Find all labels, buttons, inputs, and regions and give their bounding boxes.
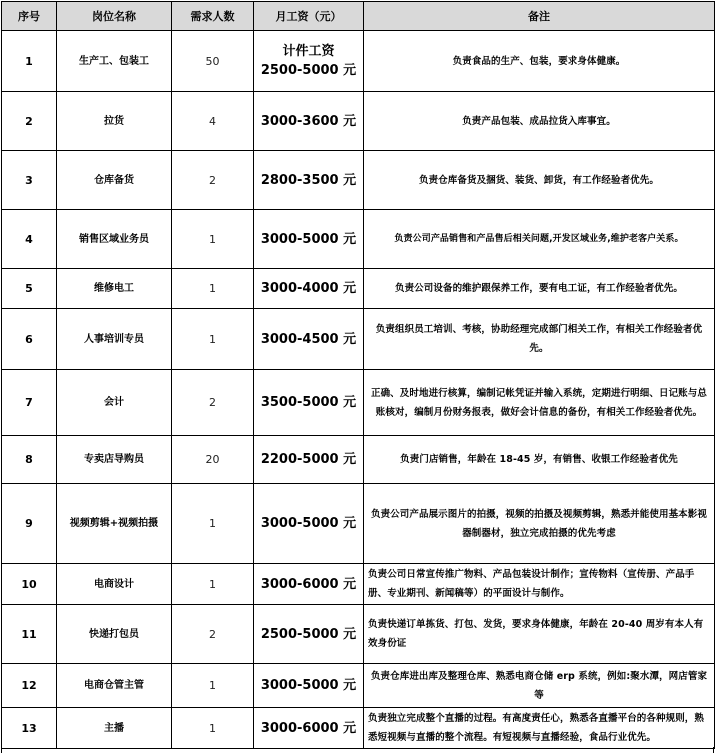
seq-cell: 2 [2, 92, 57, 151]
count-cell: 1 [172, 708, 254, 749]
position-cell: 人事培训专员 [57, 309, 172, 370]
position-cell: 仓库备货 [57, 151, 172, 210]
salary-cell: 2800-3500 元 [254, 151, 364, 210]
seq-cell: 12 [2, 664, 57, 708]
table-row [2, 605, 715, 664]
salary-cell: 计件工资 2500-5000 元 [254, 31, 364, 92]
salary-cell: 3000-6000 元 [254, 564, 364, 605]
header-notes: 备注 [364, 2, 715, 31]
header-row [2, 2, 715, 31]
notes-cell: 负责食品的生产、包装，要求身体健康。 [364, 31, 715, 92]
seq-cell: 7 [2, 370, 57, 436]
table-continuation [1, 747, 714, 753]
count-cell: 2 [172, 605, 254, 664]
count-cell: 4 [172, 92, 254, 151]
position-cell: 专卖店导购员 [57, 436, 172, 484]
position-cell: 视频剪辑+视频拍摄 [57, 484, 172, 564]
table-row [2, 210, 715, 269]
notes-cell: 负责公司产品销售和产品售后相关问题,开发区域业务,维护老客户关系。 [364, 210, 715, 269]
table-row [2, 151, 715, 210]
seq-cell: 5 [2, 269, 57, 309]
notes-cell: 负责公司设备的维护跟保养工作，要有电工证，有工作经验者优先。 [364, 269, 715, 309]
position-cell: 生产工、包装工 [57, 31, 172, 92]
salary-cell: 2200-5000 元 [254, 436, 364, 484]
count-cell: 2 [172, 151, 254, 210]
table-row [2, 92, 715, 151]
table-row [2, 664, 715, 708]
notes-cell: 负责门店销售，年龄在 18-45 岁，有销售、收银工作经验者优先 [364, 436, 715, 484]
count-cell: 20 [172, 436, 254, 484]
notes-cell: 负责独立完成整个直播的过程。有高度责任心，熟悉各直播平台的各种规则，熟悉短视频与直播的整个流程。有短视频与直播经验，食品行业优先。 [364, 708, 715, 749]
seq-cell: 6 [2, 309, 57, 370]
position-cell: 会计 [57, 370, 172, 436]
salary-cell: 3500-5000 元 [254, 370, 364, 436]
table-row [2, 564, 715, 605]
notes-cell: 负责组织员工培训、考核，协助经理完成部门相关工作，有相关工作经验者优先。 [364, 309, 715, 370]
seq-cell: 9 [2, 484, 57, 564]
position-cell: 电商设计 [57, 564, 172, 605]
seq-cell: 13 [2, 708, 57, 749]
table-row [2, 370, 715, 436]
count-cell: 50 [172, 31, 254, 92]
job-table [1, 1, 715, 749]
count-cell: 1 [172, 269, 254, 309]
count-cell: 1 [172, 210, 254, 269]
notes-cell: 负责产品包装、成品拉货入库事宜。 [364, 92, 715, 151]
table-row [2, 436, 715, 484]
seq-cell: 1 [2, 31, 57, 92]
salary-cell: 3000-5000 元 [254, 664, 364, 708]
salary-cell: 3000-3600 元 [254, 92, 364, 151]
position-cell: 拉货 [57, 92, 172, 151]
position-cell: 快递打包员 [57, 605, 172, 664]
count-cell: 1 [172, 484, 254, 564]
position-cell: 维修电工 [57, 269, 172, 309]
seq-cell: 3 [2, 151, 57, 210]
table-row [2, 309, 715, 370]
position-cell: 销售区域业务员 [57, 210, 172, 269]
notes-cell: 负责快递订单拣货、打包、发货，要求身体健康，年龄在 20-40 周岁有本人有效身份证 [364, 605, 715, 664]
notes-cell: 负责公司日常宣传推广物料、产品包装设计制作；宣传物料（宣传册、产品手册、专业期刊、新闻稿等）的平面设计与制作。 [364, 564, 715, 605]
header-salary: 月工资（元） [254, 2, 364, 31]
notes-cell: 负责仓库备货及捆货、装货、卸货，有工作经验者优先。 [364, 151, 715, 210]
salary-cell: 3000-4000 元 [254, 269, 364, 309]
count-cell: 1 [172, 664, 254, 708]
seq-cell: 4 [2, 210, 57, 269]
table-row [2, 269, 715, 309]
salary-cell: 3000-5000 元 [254, 484, 364, 564]
salary-cell: 3000-5000 元 [254, 210, 364, 269]
header-seq: 序号 [2, 2, 57, 31]
count-cell: 2 [172, 370, 254, 436]
salary-cell: 2500-5000 元 [254, 605, 364, 664]
position-cell: 电商仓管主管 [57, 664, 172, 708]
table-row [2, 708, 715, 749]
table-row [2, 31, 715, 92]
seq-cell: 10 [2, 564, 57, 605]
header-position: 岗位名称 [57, 2, 172, 31]
count-cell: 1 [172, 309, 254, 370]
notes-cell: 负责公司产品展示图片的拍摄，视频的拍摄及视频剪辑，熟悉并能使用基本影视器制器材，独立完成拍摄的优先考虑 [364, 484, 715, 564]
notes-cell: 正确、及时地进行核算，编制记帐凭证并输入系统，定期进行明细、日记账与总账核对，编制月份财务报表，做好会计信息的备份，有相关工作经验者优先。 [364, 370, 715, 436]
seq-cell: 8 [2, 436, 57, 484]
count-cell: 1 [172, 564, 254, 605]
notes-cell: 负责仓库进出库及整理仓库、熟悉电商仓储 erp 系统，例如:聚水潭，网店管家等 [364, 664, 715, 708]
table-row [2, 484, 715, 564]
salary-cell: 3000-4500 元 [254, 309, 364, 370]
seq-cell: 11 [2, 605, 57, 664]
salary-cell: 3000-6000 元 [254, 708, 364, 749]
header-count: 需求人数 [172, 2, 254, 31]
position-cell: 主播 [57, 708, 172, 749]
